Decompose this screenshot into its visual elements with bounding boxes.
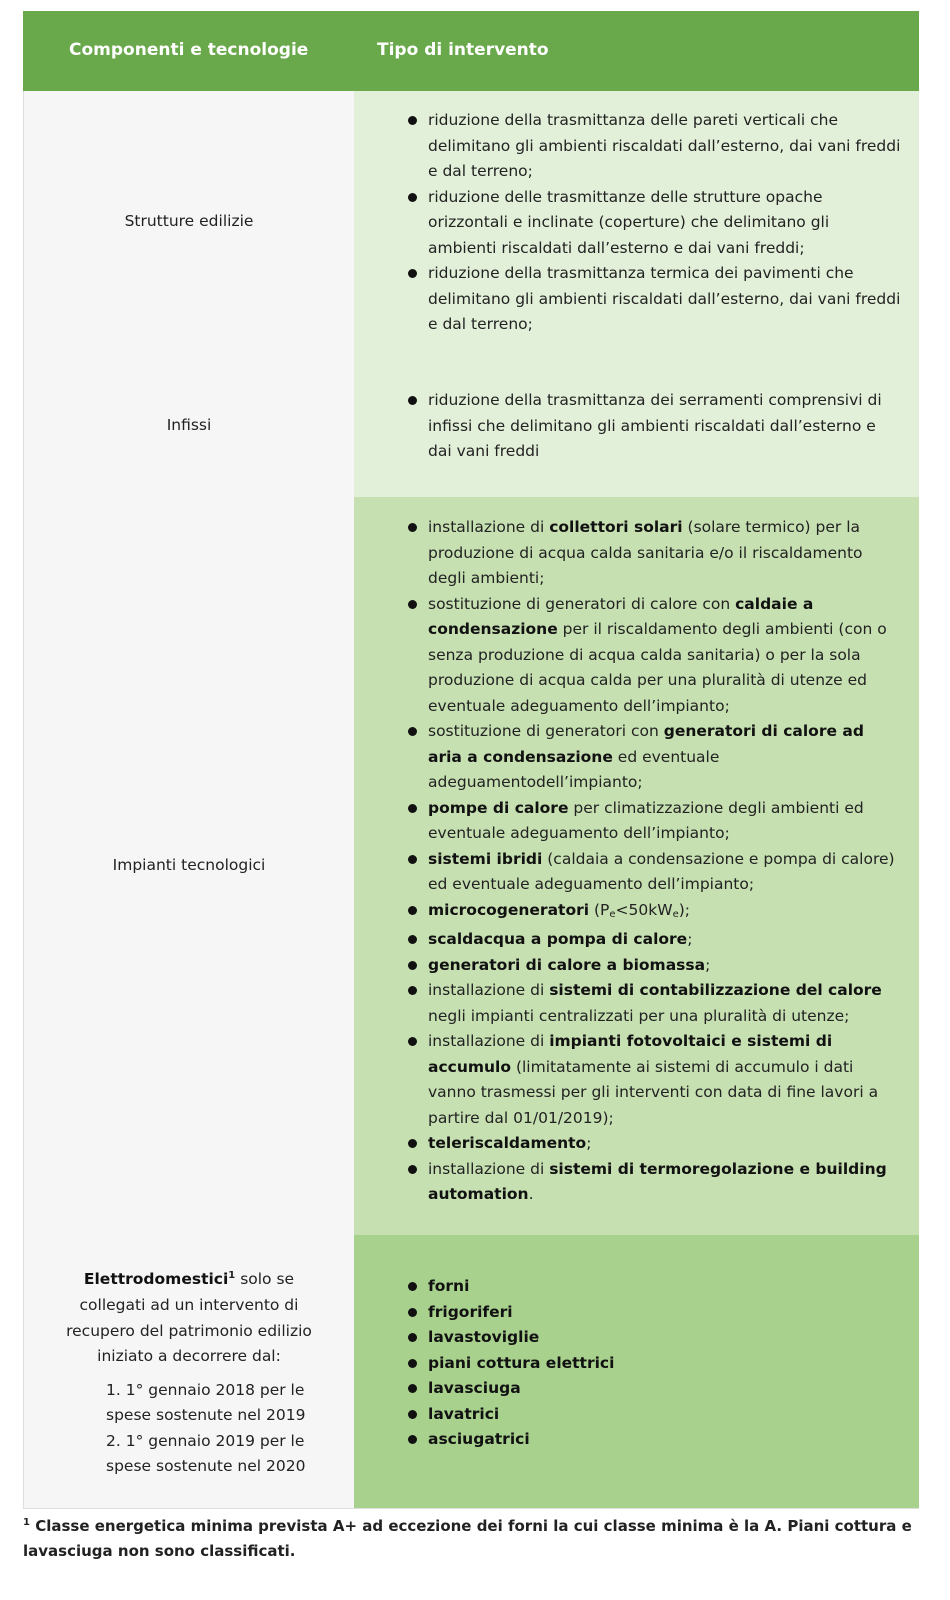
right-cell-appliances xyxy=(354,1235,919,1508)
appliances-label: Elettrodomestici$^1$ solo se collegati ad un intervento di recupero del patrimonio edilizio iniziato a decorrere dal: xyxy=(66,1270,312,1366)
label-strutture: Strutture edilizie xyxy=(124,212,254,230)
list-item: asciugatrici xyxy=(406,1427,901,1453)
list-item: lavastoviglie xyxy=(406,1325,901,1351)
list-item: installazione di sistemi di contabilizzazione del calore negli impianti centralizzati per una pluralità di utenze; xyxy=(406,978,901,1029)
list-item: lavasciuga xyxy=(406,1376,901,1402)
list-item: installazione di collettori solari (solare termico) per la produzione di acqua calda sanitaria e/o il riscaldamento degli ambienti; xyxy=(406,515,901,592)
list-item: riduzione della trasmittanza termica dei pavimenti che delimitano gli ambienti riscaldati dall’esterno, dai vani freddi e dal terreno; xyxy=(406,261,901,338)
header-col-components: Componenti e tecnologie xyxy=(69,40,309,60)
table-header xyxy=(23,11,919,91)
list-item: installazione di impianti fotovoltaici e sistemi di accumulo (limitatamente ai sistemi di accumulo i dati vanno trasmessi per gli interventi con data di fine lavori a partire dal 01/01/2019); xyxy=(406,1029,901,1131)
list-item: teleriscaldamento; xyxy=(406,1131,901,1157)
list-item: riduzione della trasmittanza dei serramenti comprensivi di infissi che delimitano gli ambienti riscaldati dall’esterno e dai vani freddi xyxy=(406,388,901,465)
right-cell-impianti xyxy=(354,497,919,1235)
left-cell-appliances xyxy=(24,1235,354,1508)
interventions-table xyxy=(23,11,919,1476)
list-item: riduzione delle trasmittanze delle strutture opache orizzontali e inclinate (coperture) che delimitano gli ambienti riscaldati dall’esterno e dai vani freddi; xyxy=(406,185,901,262)
right-cell-structures xyxy=(354,91,919,497)
header-col-intervention: Tipo di intervento xyxy=(377,40,549,60)
list-impianti xyxy=(406,515,901,1208)
table-row-structures xyxy=(23,91,919,497)
date-item: 1. 1° gennaio 2018 per le spese sostenute nel 2019 xyxy=(106,1380,306,1425)
footnote: $^1$ Classe energetica minima prevista A+ ad eccezione dei forni la cui classe minima è la A. Piani cottura e lavasciuga non sono classificati. xyxy=(23,1517,912,1560)
label-infissi: Infissi xyxy=(166,415,212,434)
list-item: frigoriferi xyxy=(406,1300,901,1326)
date-item: 2. 1° gennaio 2019 per le spese sostenute nel 2020 xyxy=(106,1431,306,1476)
table-row-impianti xyxy=(23,497,919,1235)
list-item: installazione di sistemi di termoregolazione e building automation. xyxy=(406,1157,901,1208)
left-cell xyxy=(24,91,354,497)
list-item: sistemi ibridi (caldaia a condensazione e pompa di calore) ed eventuale adeguamento dell’impianto; xyxy=(406,847,901,898)
date-list xyxy=(24,1378,354,1480)
appliances-description xyxy=(24,1263,354,1479)
list-item: scaldacqua a pompa di calore; xyxy=(406,927,901,953)
list-item: generatori di calore a biomassa; xyxy=(406,953,901,979)
label-impianti: Impianti tecnologici xyxy=(24,497,354,1235)
list-appliances xyxy=(406,1274,901,1453)
list-item: forni xyxy=(406,1274,901,1300)
table-row-appliances xyxy=(23,1235,919,1509)
list-strutture xyxy=(406,108,901,338)
list-item: sostituzione di generatori con generatori di calore ad aria a condensazione ed eventuale adeguamentodell’impianto; xyxy=(406,719,901,796)
list-item: lavatrici xyxy=(406,1402,901,1428)
list-item: sostituzione di generatori di calore con caldaie a condensazione per il riscaldamento degli ambienti (con o senza produzione di acqua calda sanitaria) o per la sola produzione di acqua calda per una pluralità di utenze ed eventuale adeguamento dell’impianto; xyxy=(406,592,901,720)
list-item: riduzione della trasmittanza delle pareti verticali che delimitano gli ambienti riscaldati dall’esterno, dai vani freddi e dal terreno; xyxy=(406,108,901,185)
list-item: pompe di calore per climatizzazione degli ambienti ed eventuale adeguamento dell’impianto; xyxy=(406,796,901,847)
list-item: microcogeneratori $(P_e<50kW_e)$; xyxy=(406,898,901,928)
list-infissi xyxy=(406,388,901,465)
list-item: piani cottura elettrici xyxy=(406,1351,901,1377)
